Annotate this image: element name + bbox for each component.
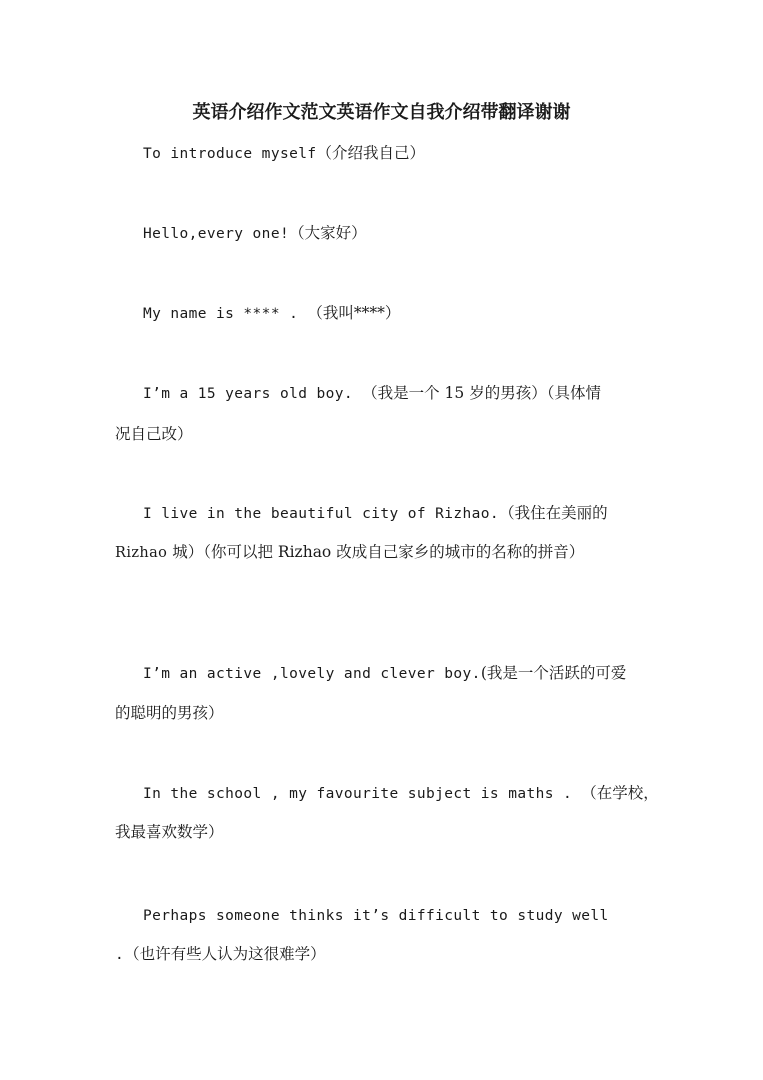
- paragraph-line: [143, 501, 608, 526]
- paragraph-line: [115, 422, 193, 447]
- chinese-text: （也许有些人认为这很难学）: [124, 945, 326, 963]
- chinese-text: 况自己改）: [115, 425, 193, 443]
- english-text: .: [115, 947, 125, 963]
- paragraph-line: [143, 301, 400, 326]
- chinese-text: （我住在美丽的: [499, 504, 608, 522]
- paragraph-line: [115, 540, 584, 565]
- chinese-text: （在学校，: [581, 784, 659, 802]
- chinese-text: (我是一个活跃的可爱: [480, 664, 627, 682]
- english-text: I live in the beautiful city of Rizhao.: [143, 506, 500, 522]
- english-text: In the school , my favourite subject is maths .: [143, 786, 582, 802]
- chinese-text: 城）（你可以把 Rizhao 改成自己家乡的城市的名称的拼音）: [167, 543, 585, 561]
- chinese-text: （我是一个 15 岁的男孩）（具体情: [362, 384, 601, 402]
- paragraph-line: [115, 942, 326, 967]
- english-text: I’m a 15 years old boy.: [143, 386, 363, 402]
- chinese-text: （我叫****）: [307, 304, 401, 322]
- paragraph-line: [143, 661, 626, 686]
- english-text: Perhaps someone thinks it’s difficult to study well: [143, 908, 609, 924]
- paragraph-line: [115, 820, 224, 845]
- english-text: Hello,every one!: [143, 226, 290, 242]
- paragraph-line: [115, 701, 224, 726]
- paragraph-line: [143, 381, 601, 406]
- english-text: I’m an active ,lovely and clever boy.: [143, 666, 481, 682]
- document-title: 英语介绍作文范文英语作文自我介绍带翻译谢谢: [192, 102, 571, 123]
- chinese-text: （介绍我自己）: [316, 144, 425, 162]
- paragraph-line: [143, 781, 659, 806]
- chinese-text: 我最喜欢数学）: [115, 823, 224, 841]
- paragraph-line: [143, 221, 367, 246]
- chinese-text: （大家好）: [289, 224, 367, 242]
- english-text: My name is **** .: [143, 306, 308, 322]
- chinese-text: 的聪明的男孩）: [115, 704, 224, 722]
- english-text: To introduce myself: [143, 146, 317, 162]
- english-text: Rizhao: [115, 545, 168, 561]
- paragraph-line: [143, 141, 425, 166]
- paragraph-line: [143, 903, 609, 928]
